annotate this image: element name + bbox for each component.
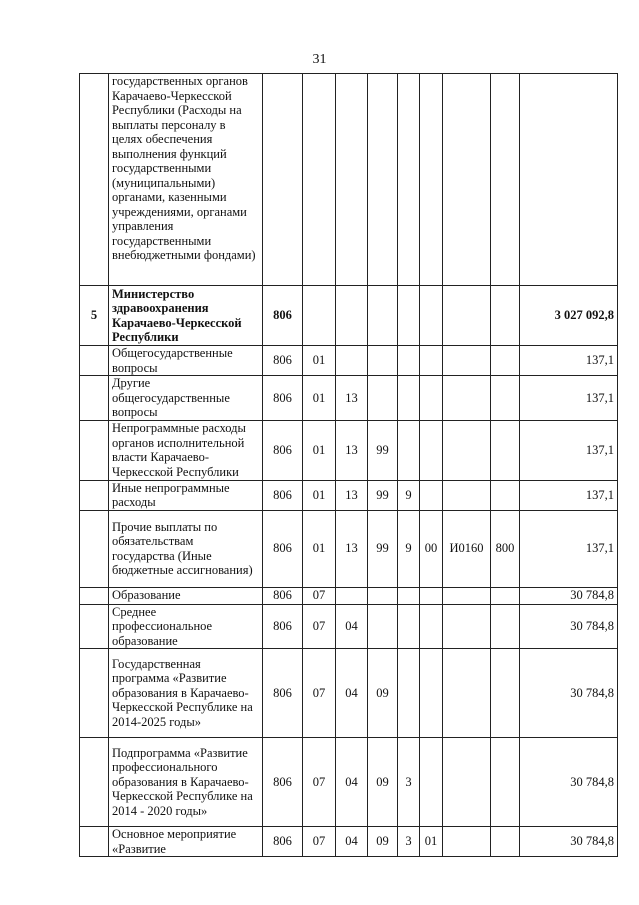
code-cell: 806 <box>263 827 303 857</box>
amount-cell: 137,1 <box>520 420 618 480</box>
code-cell: 99 <box>368 510 398 587</box>
code-cell <box>443 480 491 510</box>
code-cell: 806 <box>263 738 303 827</box>
code-cell <box>420 286 443 346</box>
code-cell <box>336 286 368 346</box>
code-cell: 9 <box>398 510 420 587</box>
code-cell <box>398 604 420 649</box>
code-cell <box>443 286 491 346</box>
code-cell: 99 <box>368 420 398 480</box>
code-cell: 04 <box>336 604 368 649</box>
table-row <box>80 827 618 857</box>
amount-cell: 30 784,8 <box>520 649 618 738</box>
code-cell: 07 <box>303 587 336 604</box>
amount-cell: 30 784,8 <box>520 738 618 827</box>
code-cell: 806 <box>263 346 303 376</box>
row-number <box>80 510 109 587</box>
code-cell: 806 <box>263 604 303 649</box>
code-cell: 01 <box>303 420 336 480</box>
row-number <box>80 376 109 421</box>
amount-cell: 137,1 <box>520 376 618 421</box>
amount-cell: 3 027 092,8 <box>520 286 618 346</box>
row-number: 5 <box>80 286 109 346</box>
code-cell <box>398 376 420 421</box>
code-cell <box>336 74 368 286</box>
table-row <box>80 74 618 286</box>
code-cell <box>398 649 420 738</box>
row-name: Другие общегосударственные вопросы <box>109 376 263 421</box>
table-row <box>80 376 618 421</box>
page-number: 31 <box>312 52 327 67</box>
code-cell: 806 <box>263 376 303 421</box>
row-name: Среднее профессиональное образование <box>109 604 263 649</box>
code-cell <box>398 587 420 604</box>
code-cell: 806 <box>263 480 303 510</box>
code-cell <box>491 376 520 421</box>
code-cell: 13 <box>336 510 368 587</box>
code-cell <box>420 420 443 480</box>
code-cell: 04 <box>336 649 368 738</box>
code-cell: 09 <box>368 649 398 738</box>
table-row <box>80 480 618 510</box>
row-name: Прочие выплаты по обязательствам государства (Иные бюджетные ассигнования) <box>109 510 263 587</box>
code-cell <box>443 587 491 604</box>
code-cell: 3 <box>398 827 420 857</box>
amount-cell <box>520 74 618 286</box>
budget-table <box>79 73 618 857</box>
row-number <box>80 604 109 649</box>
code-cell: 07 <box>303 649 336 738</box>
code-cell <box>398 346 420 376</box>
table-row <box>80 738 618 827</box>
code-cell: 99 <box>368 480 398 510</box>
table-row <box>80 587 618 604</box>
code-cell <box>303 74 336 286</box>
code-cell <box>420 480 443 510</box>
code-cell <box>491 587 520 604</box>
amount-cell: 30 784,8 <box>520 587 618 604</box>
code-cell <box>420 604 443 649</box>
code-cell: 9 <box>398 480 420 510</box>
row-name: Образование <box>109 587 263 604</box>
code-cell <box>368 346 398 376</box>
code-cell <box>491 649 520 738</box>
row-name: Государственная программа «Развитие образования в Карачаево-Черкесской Республике на 2014-2025 годы» <box>109 649 263 738</box>
amount-cell: 30 784,8 <box>520 604 618 649</box>
amount-cell: 137,1 <box>520 346 618 376</box>
code-cell <box>420 738 443 827</box>
code-cell: 04 <box>336 827 368 857</box>
code-cell <box>368 587 398 604</box>
table-row <box>80 649 618 738</box>
code-cell: 09 <box>368 827 398 857</box>
code-cell <box>443 827 491 857</box>
code-cell: 04 <box>336 738 368 827</box>
code-cell <box>491 74 520 286</box>
code-cell <box>443 604 491 649</box>
code-cell <box>443 649 491 738</box>
row-number <box>80 587 109 604</box>
code-cell <box>491 827 520 857</box>
row-name: Министерство здравоохранения Карачаево-Черкесской Республики <box>109 286 263 346</box>
row-number <box>80 74 109 286</box>
code-cell <box>368 376 398 421</box>
code-cell <box>336 587 368 604</box>
code-cell <box>368 286 398 346</box>
code-cell <box>443 74 491 286</box>
code-cell <box>491 604 520 649</box>
code-cell: 09 <box>368 738 398 827</box>
row-number <box>80 420 109 480</box>
code-cell <box>420 376 443 421</box>
row-name: Общегосударственные вопросы <box>109 346 263 376</box>
code-cell <box>443 346 491 376</box>
table-row <box>80 510 618 587</box>
code-cell <box>420 74 443 286</box>
table-row <box>80 604 618 649</box>
code-cell: 07 <box>303 738 336 827</box>
row-number <box>80 346 109 376</box>
code-cell <box>491 286 520 346</box>
code-cell <box>491 420 520 480</box>
code-cell: 806 <box>263 510 303 587</box>
row-number <box>80 738 109 827</box>
amount-cell: 137,1 <box>520 510 618 587</box>
code-cell: 806 <box>263 420 303 480</box>
code-cell: 806 <box>263 587 303 604</box>
code-cell: 13 <box>336 376 368 421</box>
code-cell: 13 <box>336 480 368 510</box>
code-cell <box>420 346 443 376</box>
code-cell <box>368 604 398 649</box>
code-cell <box>398 420 420 480</box>
code-cell <box>443 420 491 480</box>
code-cell: 00 <box>420 510 443 587</box>
code-cell <box>398 74 420 286</box>
code-cell: 800 <box>491 510 520 587</box>
code-cell <box>263 74 303 286</box>
code-cell <box>368 74 398 286</box>
code-cell: 806 <box>263 286 303 346</box>
code-cell: 806 <box>263 649 303 738</box>
code-cell <box>398 286 420 346</box>
code-cell <box>420 649 443 738</box>
code-cell: 01 <box>303 376 336 421</box>
code-cell <box>491 346 520 376</box>
code-cell: 01 <box>303 510 336 587</box>
code-cell <box>491 480 520 510</box>
code-cell <box>491 738 520 827</box>
code-cell: 01 <box>303 346 336 376</box>
code-cell: 13 <box>336 420 368 480</box>
code-cell: 3 <box>398 738 420 827</box>
table-row <box>80 346 618 376</box>
code-cell: 01 <box>303 480 336 510</box>
code-cell: 01 <box>420 827 443 857</box>
row-name: Основное мероприятие «Развитие <box>109 827 263 857</box>
row-number <box>80 827 109 857</box>
row-name: государственных органов Карачаево-Черкесской Республики (Расходы на выплаты персоналу в целях обеспечения выполнения функций государственными (муниципальными) органами, казенными учреждениями, органами управления государственными внебюджетными фондами) <box>109 74 263 286</box>
row-name: Непрограммные расходы органов исполнительной власти Карачаево-Черкесской Республики <box>109 420 263 480</box>
amount-cell: 30 784,8 <box>520 827 618 857</box>
code-cell <box>443 376 491 421</box>
row-number <box>80 480 109 510</box>
amount-cell: 137,1 <box>520 480 618 510</box>
row-name: Подпрограмма «Развитие профессионального образования в Карачаево-Черкесской Республике на 2014 - 2020 годы» <box>109 738 263 827</box>
code-cell <box>420 587 443 604</box>
code-cell <box>336 346 368 376</box>
code-cell: И0160 <box>443 510 491 587</box>
code-cell: 07 <box>303 827 336 857</box>
code-cell: 07 <box>303 604 336 649</box>
code-cell <box>443 738 491 827</box>
code-cell <box>303 286 336 346</box>
row-name: Иные непрограммные расходы <box>109 480 263 510</box>
row-number <box>80 649 109 738</box>
table-row <box>80 286 618 346</box>
table-row <box>80 420 618 480</box>
